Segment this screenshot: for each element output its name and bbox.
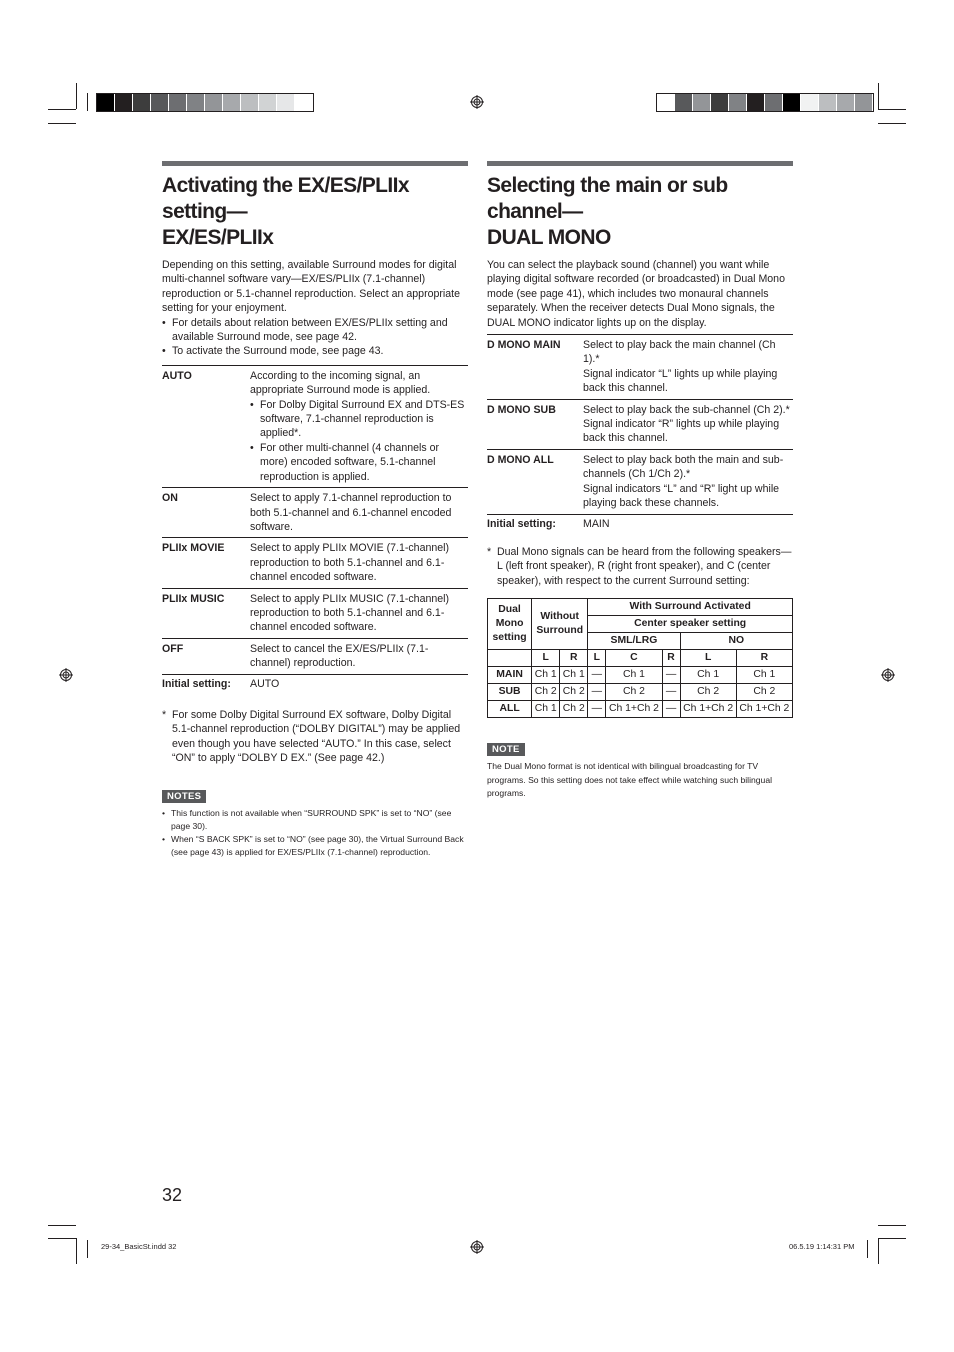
setting-desc: Select to apply PLIIx MUSIC (7.1-channel) reproduction to both 5.1-channel and 6.1-channel encoded software. xyxy=(250,588,468,638)
header-col: L xyxy=(588,650,606,667)
color-swatch xyxy=(277,94,295,111)
table-row xyxy=(162,538,468,588)
table-row xyxy=(487,449,793,514)
footnote-text: For some Dolby Digital Surround EX software, Dolby Digital 5.1-channel reproduction (“DOLBY DIGITAL”) may be applied even though you have selected “AUTO.” In this case, select “ON” to apply “DOLBY D EX.” (See page 42.) xyxy=(172,708,461,765)
header-col: R xyxy=(662,650,680,667)
section-title xyxy=(487,173,793,251)
color-bar-right xyxy=(656,93,874,112)
setting-desc-text: Select to play back the sub-channel (Ch 2).* xyxy=(583,403,790,416)
initial-setting xyxy=(162,677,468,691)
note-text: The Dual Mono format is not identical with bilingual broadcasting for TV programs. So this setting does not take effect while watching such bilingual programs. xyxy=(487,761,773,799)
registration-target-icon xyxy=(470,95,484,109)
footnote-text: Dual Mono signals can be heard from the following speakers—L (left front speaker), R (right front speaker), and C (center speaker), with respect to the current Surround setting: xyxy=(497,545,792,587)
title-line-2: EX/ES/PLIIx xyxy=(162,226,274,249)
title-line-1: Activating the EX/ES/PLIIx setting— xyxy=(162,174,409,223)
setting-key: PLIIx MUSIC xyxy=(162,588,250,638)
table-row xyxy=(487,335,793,400)
table-cell: Ch 2 xyxy=(532,684,560,701)
header-col: R xyxy=(736,650,792,667)
setting-desc-text: Select to play back both the main and sub-channels (Ch 1/Ch 2).* xyxy=(583,453,784,481)
table-cell: — xyxy=(662,684,680,701)
table-cell: Ch 2 xyxy=(680,684,736,701)
header-col: R xyxy=(560,650,588,667)
table-cell: Ch 2 xyxy=(606,684,662,701)
color-swatch xyxy=(801,94,819,111)
setting-desc-text: Signal indicator “L” lights up while playing back this channel. xyxy=(583,367,778,395)
initial-setting-label: Initial setting: xyxy=(487,517,556,530)
setting-desc xyxy=(583,449,793,514)
title-line-1: Selecting the main or sub channel— xyxy=(487,174,728,223)
initial-setting-label: Initial setting: xyxy=(162,677,231,690)
color-swatch xyxy=(295,94,313,111)
color-swatch xyxy=(657,94,675,111)
table-cell: Ch 1 xyxy=(606,667,662,684)
table-cell: — xyxy=(588,684,606,701)
color-swatch xyxy=(783,94,801,111)
header-without-surround: Without Surround xyxy=(532,599,588,650)
color-swatch xyxy=(151,94,169,111)
title-line-2: DUAL MONO xyxy=(487,226,611,249)
initial-setting xyxy=(487,517,793,531)
registration-target-icon xyxy=(470,1240,484,1254)
bullet-item: • To activate the Surround mode, see page 43. xyxy=(162,344,468,358)
color-swatch xyxy=(729,94,747,111)
registration-target-icon xyxy=(59,668,73,682)
table-cell: Ch 1 xyxy=(680,667,736,684)
color-swatch xyxy=(187,94,205,111)
file-slug: 29-34_BasicSt.indd 32 xyxy=(101,1242,177,1251)
table-row xyxy=(488,667,793,684)
table-row xyxy=(487,399,793,449)
color-swatch xyxy=(115,94,133,111)
color-swatch xyxy=(133,94,151,111)
table-cell: Ch 1 xyxy=(736,667,792,684)
setting-key: ON xyxy=(162,488,250,538)
table-row xyxy=(162,638,468,674)
setting-key: D MONO SUB xyxy=(487,399,583,449)
table-cell: Ch 1+Ch 2 xyxy=(680,701,736,718)
dual-mono-table xyxy=(487,334,793,514)
footnote xyxy=(162,708,468,766)
notes-badge: NOTES xyxy=(162,790,206,803)
header-sml-lrg: SML/LRG xyxy=(588,633,680,650)
table-cell: — xyxy=(588,701,606,718)
color-swatch xyxy=(241,94,259,111)
notes-list xyxy=(162,807,468,859)
table-row xyxy=(162,588,468,638)
table-cell: Ch 1 xyxy=(560,667,588,684)
setting-desc: Select to apply 7.1-channel reproduction to both 5.1-channel and 6.1-channel encoded software. xyxy=(250,488,468,538)
intro-bullets xyxy=(162,316,468,359)
setting-key: D MONO MAIN xyxy=(487,335,583,400)
row-label: SUB xyxy=(488,684,532,701)
registration-target-icon xyxy=(881,668,895,682)
setting-desc-text: Select to play back the main channel (Ch 1).* xyxy=(583,339,776,366)
header-col: L xyxy=(680,650,736,667)
table-cell: Ch 2 xyxy=(736,684,792,701)
settings-table xyxy=(162,365,468,675)
note-item: • This function is not available when “SURROUND SPK” is set to “NO” (see page 30). xyxy=(162,807,468,833)
table-cell: Ch 1 xyxy=(532,667,560,684)
color-swatch xyxy=(837,94,855,111)
color-bar-left xyxy=(96,93,314,112)
color-swatch xyxy=(693,94,711,111)
notes-block xyxy=(162,786,468,859)
bullet-item: • For Dolby Digital Surround EX and DTS-ES software, 7.1-channel reproduction is applied*. xyxy=(250,398,468,441)
table-row xyxy=(488,701,793,718)
section-dual-mono xyxy=(487,161,793,801)
setting-desc: Select to apply PLIIx MOVIE (7.1-channel) reproduction to both 5.1-channel and 6.1-channel encoded software. xyxy=(250,538,468,588)
color-swatch xyxy=(747,94,765,111)
table-cell: Ch 1 xyxy=(532,701,560,718)
table-cell: Ch 1+Ch 2 xyxy=(736,701,792,718)
color-swatch xyxy=(97,94,115,111)
color-swatch xyxy=(259,94,277,111)
setting-desc xyxy=(250,365,468,487)
table-row xyxy=(488,684,793,701)
table-cell: Ch 1+Ch 2 xyxy=(606,701,662,718)
section-title xyxy=(162,173,468,251)
setting-desc xyxy=(583,335,793,400)
initial-setting-value: MAIN xyxy=(583,517,610,530)
setting-key: PLIIx MOVIE xyxy=(162,538,250,588)
table-cell: — xyxy=(662,667,680,684)
color-swatch xyxy=(223,94,241,111)
setting-key: OFF xyxy=(162,638,250,674)
header-col: C xyxy=(606,650,662,667)
header-col: L xyxy=(532,650,560,667)
header-with-surround: With Surround Activated xyxy=(588,599,793,616)
date-slug: 06.5.19 1:14:31 PM xyxy=(789,1242,855,1251)
header-blank xyxy=(488,650,532,667)
setting-desc-text: According to the incoming signal, an appropriate Surround mode is applied. xyxy=(250,369,431,397)
table-header-row xyxy=(488,650,793,667)
section-rule xyxy=(162,161,468,166)
intro-paragraph: Depending on this setting, available Surround modes for digital multi-channel software vary—EX/ES/PLIIx (7.1-channel) reproduction or 5.1-channel reproduction. Select an appropriate setting for your enjoyment. xyxy=(162,259,460,315)
color-swatch xyxy=(819,94,837,111)
bullet-item: • For details about relation between EX/ES/PLIIx setting and available Surround mode, see page 42. xyxy=(162,316,468,345)
header-no: NO xyxy=(680,633,792,650)
initial-setting-value: AUTO xyxy=(250,677,280,690)
setting-desc-text: Signal indicators “L” and “R” light up while playing back these channels. xyxy=(583,482,780,510)
section-rule xyxy=(487,161,793,166)
color-swatch xyxy=(765,94,783,111)
table-row xyxy=(162,365,468,487)
table-cell: — xyxy=(588,667,606,684)
footnote xyxy=(487,545,793,588)
table-header-row xyxy=(488,599,793,616)
sub-bullets xyxy=(250,398,468,484)
color-swatch xyxy=(205,94,223,111)
section-ex-es-pliix xyxy=(162,161,468,859)
table-cell: Ch 2 xyxy=(560,684,588,701)
color-swatch xyxy=(169,94,187,111)
row-label: ALL xyxy=(488,701,532,718)
header-dual-mono: Dual Mono setting xyxy=(488,599,532,650)
intro-paragraph: You can select the playback sound (channel) you want while playing digital software recorded (or broadcasted) in Dual Mono mode (see page 41), which includes two monaural channels separately. When the receiver detects Dual Mono signals, the DUAL MONO indicator lights up on the display. xyxy=(487,259,785,329)
footnote-marker: * xyxy=(487,545,492,558)
table-cell: — xyxy=(662,701,680,718)
color-swatch xyxy=(855,94,873,111)
note-block xyxy=(487,739,793,801)
bullet-item: • For other multi-channel (4 channels or more) encoded software, 5.1-channel reproduction is applied. xyxy=(250,441,468,484)
table-row xyxy=(162,488,468,538)
row-label: MAIN xyxy=(488,667,532,684)
note-item: • When “S BACK SPK” is set to “NO” (see page 30), the Virtual Surround Back (see page 43) is applied for EX/ES/PLIIx (7.1-channel) reproduction. xyxy=(162,833,468,859)
footnote-marker: * xyxy=(162,708,167,721)
color-swatch xyxy=(711,94,729,111)
setting-key: D MONO ALL xyxy=(487,449,583,514)
setting-desc-text: Signal indicator “R” lights up while playing back this channel. xyxy=(583,418,780,445)
speaker-output-table xyxy=(487,598,793,718)
setting-desc: Select to cancel the EX/ES/PLIIx (7.1-channel) reproduction. xyxy=(250,638,468,674)
setting-key: AUTO xyxy=(162,365,250,487)
header-center-speaker: Center speaker setting xyxy=(588,616,793,633)
note-badge: NOTE xyxy=(487,743,525,756)
page-number: 32 xyxy=(162,1185,183,1205)
table-cell: Ch 2 xyxy=(560,701,588,718)
setting-desc xyxy=(583,399,793,449)
color-swatch xyxy=(675,94,693,111)
